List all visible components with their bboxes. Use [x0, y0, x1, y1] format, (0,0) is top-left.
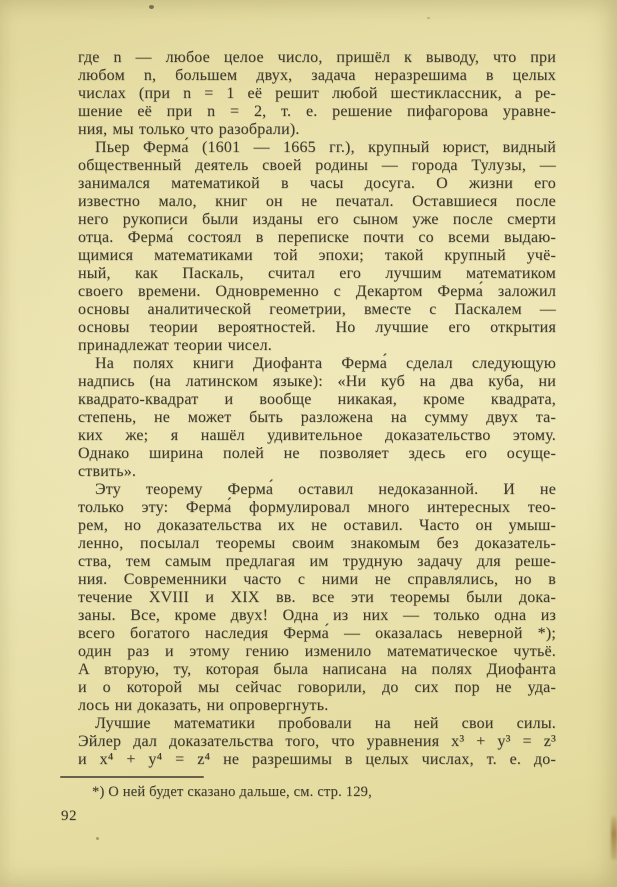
text-line: Пьер Ферма́ (1601 — 1665 гг.), крупный юрист, видный: [95, 139, 556, 156]
text-line: и x⁴ + y⁴ = z⁴ не разрешимы в целых числах, т. е. до-: [78, 751, 556, 768]
text-line: ный, как Паскаль, считал его лучшим математиком: [78, 265, 556, 282]
text-line: течение XVIII и XIX вв. все эти теоремы были дока-: [78, 589, 556, 606]
text-line: лось ни доказать, ни опровергнуть.: [78, 697, 329, 714]
text-line: один раз и этому гению изменило математическое чутьё.: [78, 643, 556, 660]
text-line: степень, не может быть разложена на сумму двух та-: [78, 409, 556, 426]
text-line: основы аналитической геометрии, вместе с Паскалем —: [78, 301, 556, 318]
text-line: заны. Все, кроме двух! Одна из них — только одна из: [78, 607, 556, 624]
text-line: квадрато-квадрат и вообще никакая, кроме квадрата,: [78, 391, 556, 408]
text-line: Эту теорему Ферма́ оставил недоказанной. И не: [95, 481, 556, 498]
text-line: него рукописи были изданы его сыном уже после смерти: [78, 211, 556, 228]
text-line: общественный деятель своей родины — города Тулузы, —: [78, 157, 556, 174]
text-line: надпись (на латинском языке): «Ни куб на два куба, ни: [78, 373, 556, 390]
text-line: всего богатого наследия Ферма́ — оказалась неверной *);: [78, 625, 556, 642]
text-line: числах (при n = 1 её решит любой шестиклассник, а ре-: [78, 85, 556, 102]
text-line: шение её при n = 2, т. е. решение пифагорова уравне-: [78, 103, 556, 120]
footnote-divider: [60, 776, 204, 778]
text-line: Эйлер дал доказательства того, что уравнения x³ + y³ = z³: [78, 733, 556, 750]
text-line: где n — любое целое число, пришёл к выводу, что при: [78, 49, 556, 66]
text-line: основы теории вероятностей. Но лучшие его открытия: [78, 319, 556, 336]
text-line: ствить».: [78, 463, 137, 480]
paragraph: [78, 481, 556, 715]
paper-speck: [149, 5, 154, 9]
text-line: ленно, посылал теоремы своим знакомым без доказатель-: [78, 535, 556, 552]
text-line: ния, мы только что разобрали).: [78, 121, 300, 138]
paper-speck: [96, 837, 99, 840]
footnote-text: *) О ней будет сказано дальше, см. стр. 129,: [92, 784, 372, 800]
text-line: любом n, большем двух, задача неразрешима в целых: [78, 67, 556, 84]
paragraph: [78, 139, 556, 355]
scan-smudge: [611, 816, 617, 860]
text-line: ния. Современники часто с ними не справлялись, но в: [78, 571, 556, 588]
paragraph: [78, 355, 556, 481]
text-line: ства, тем самым предлагая им трудную задачу для реше-: [78, 553, 556, 570]
text-line: ких же; я нашёл удивительное доказательство этому.: [78, 427, 556, 444]
text-line: своего времени. Одновременно с Декартом Ферма́ заложил: [78, 283, 556, 300]
paragraph: [78, 715, 556, 769]
page-text: [78, 49, 556, 769]
text-line: занимался математикой в часы досуга. О жизни его: [78, 175, 556, 192]
text-line: щимися математиками той эпохи; такой крупный учё-: [78, 247, 556, 264]
text-line: только эту: Ферма́ формулировал много интересных тео-: [78, 499, 556, 516]
text-line: Лучшие математики пробовали на ней свои силы.: [95, 715, 556, 732]
text-line: Однако ширина полей не позволяет здесь его осуще-: [78, 445, 556, 462]
text-line: отца. Ферма́ состоял в переписке почти со всеми выдаю-: [78, 229, 556, 246]
paragraph: [78, 49, 556, 139]
text-line: На полях книги Диофанта Ферма́ сделал следующую: [95, 355, 556, 372]
text-line: известно мало, книг он не печатал. Оставшиеся после: [78, 193, 556, 210]
paper-speck: [427, 17, 430, 19]
page-number: 92: [61, 808, 77, 824]
text-line: А вторую, ту, которая была написана на полях Диофанта: [78, 661, 556, 678]
text-line: рем, но доказательства их не оставил. Часто он умыш-: [78, 517, 556, 534]
text-line: принадлежат теории чисел.: [78, 337, 272, 354]
text-line: и о которой мы сейчас говорили, до сих пор не уда-: [78, 679, 556, 696]
